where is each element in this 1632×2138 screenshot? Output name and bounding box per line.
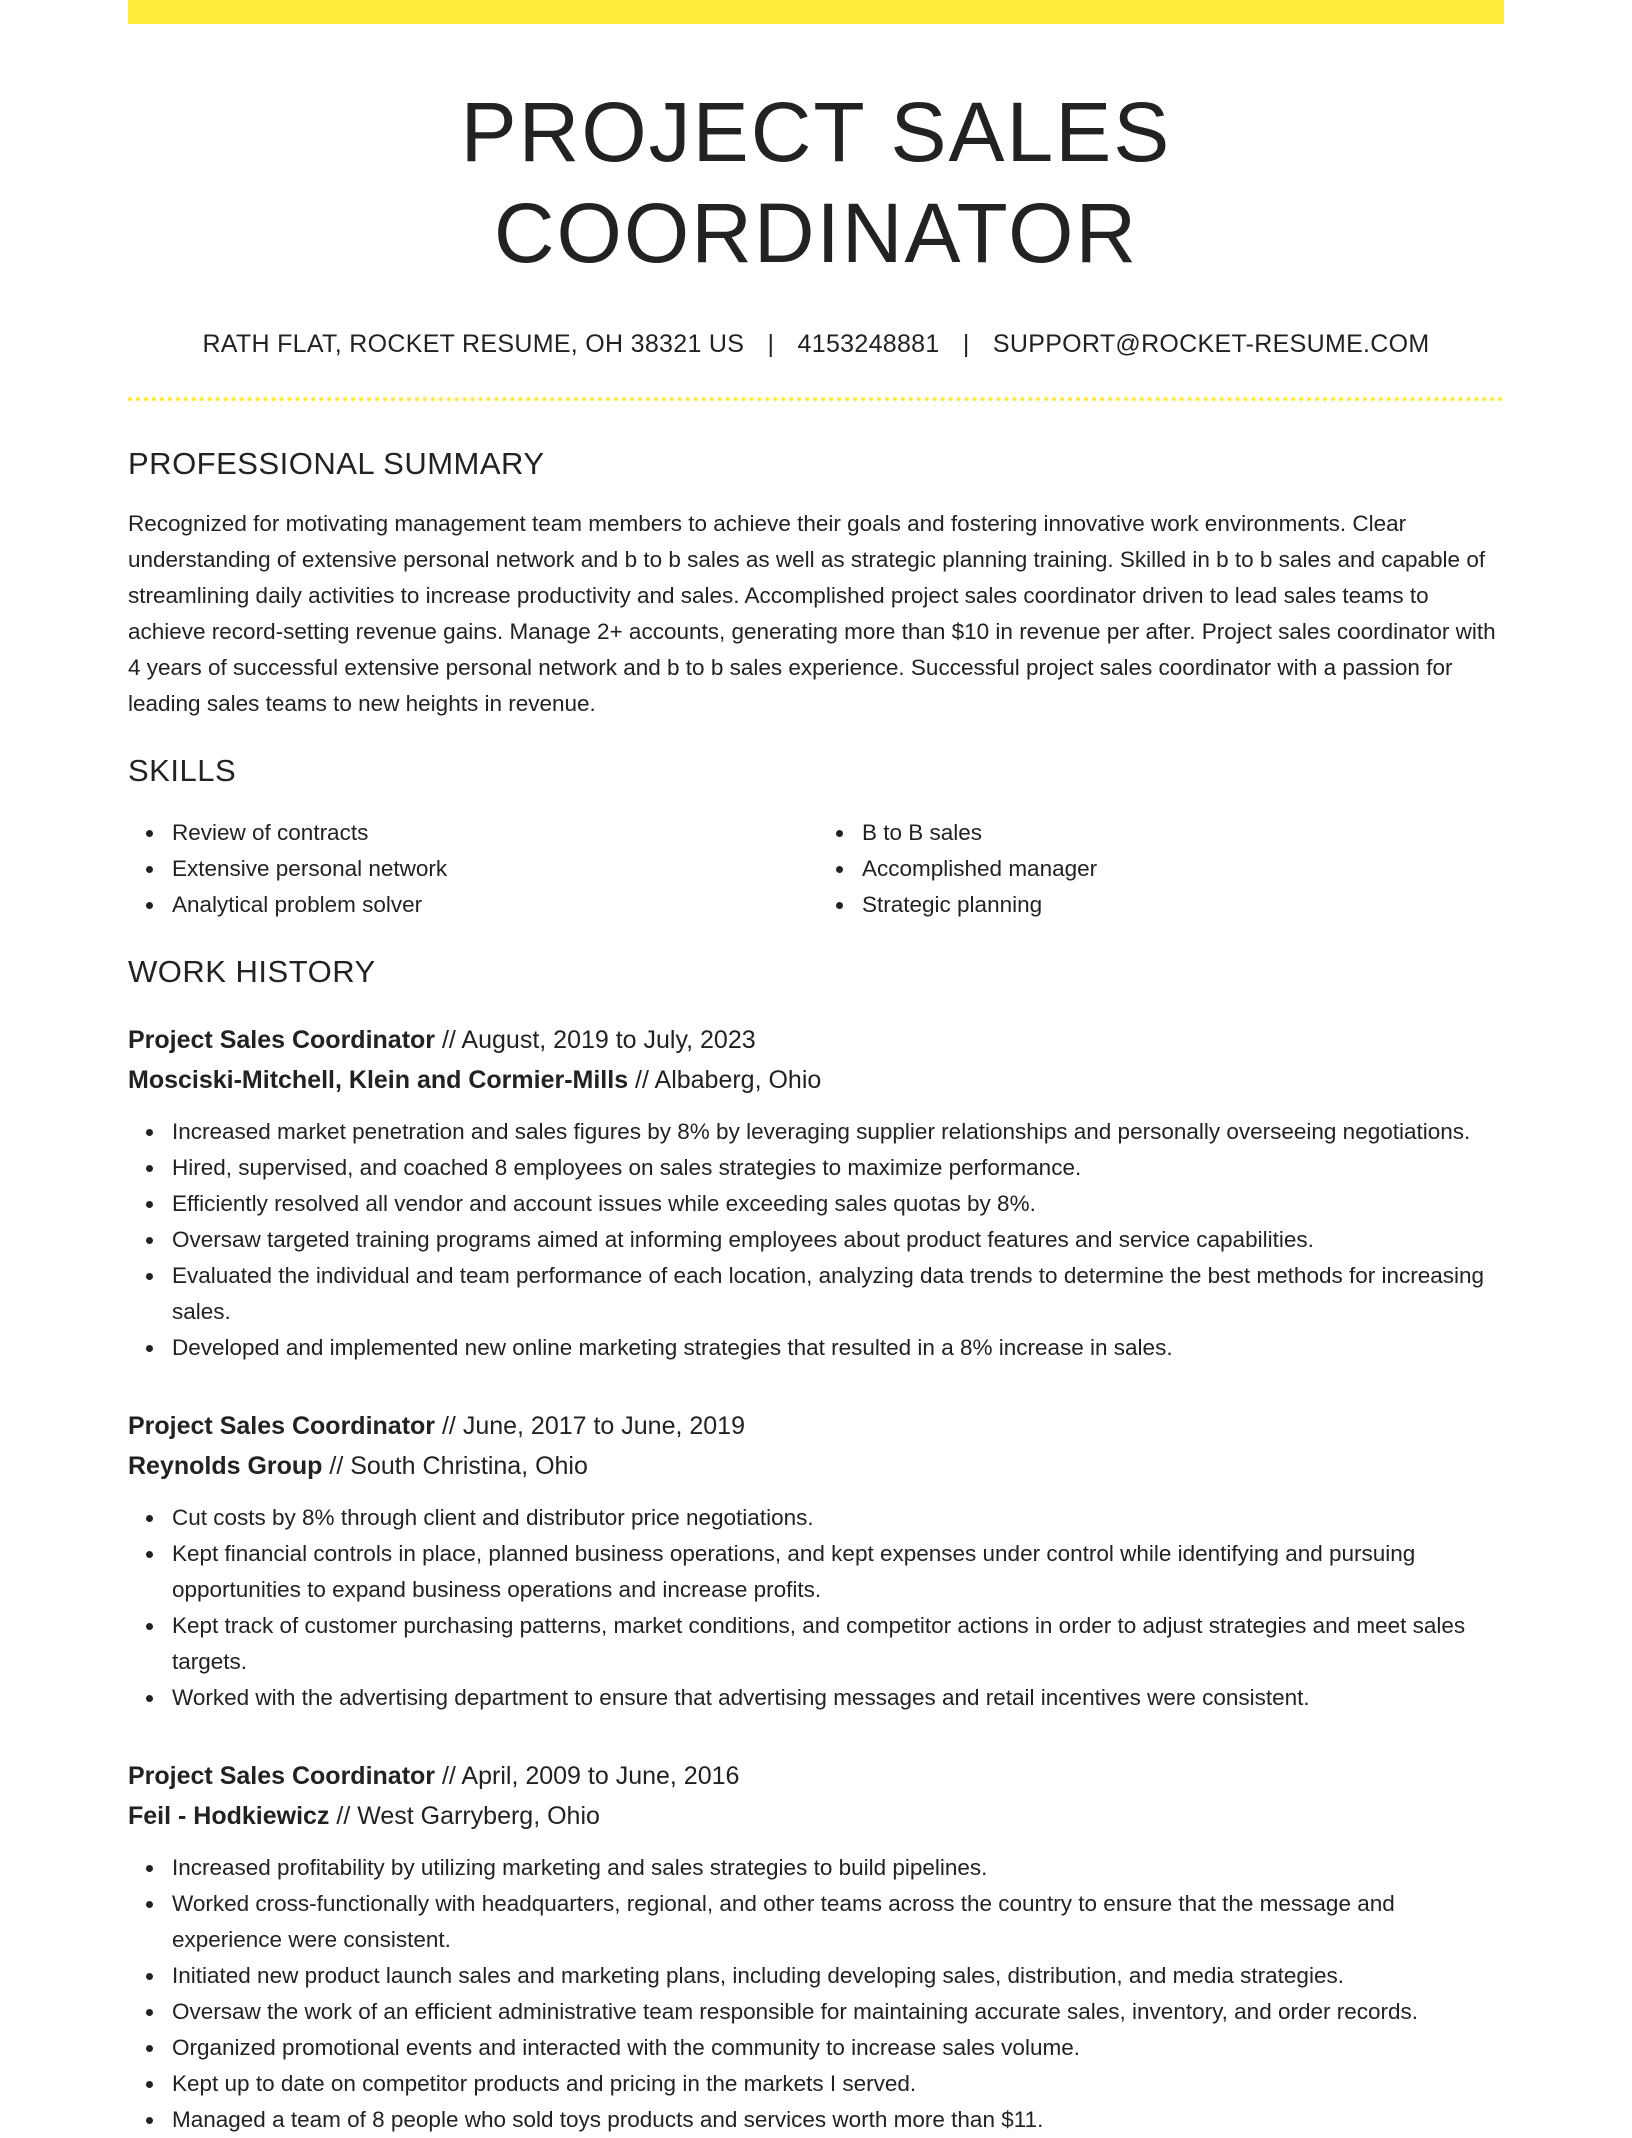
job-bullet: Initiated new product launch sales and marketing plans, including developing sales, distribution, and media strategies. xyxy=(172,1958,1504,1994)
job-location: // South Christina, Ohio xyxy=(322,1452,588,1481)
job-bullet: Organized promotional events and interacted with the community to increase sales volume. xyxy=(172,2030,1504,2066)
job-title: Project Sales Coordinator xyxy=(128,1412,436,1441)
job-company-line xyxy=(128,1446,1504,1486)
job-location: // Albaberg, Ohio xyxy=(628,1066,822,1095)
job-company-line xyxy=(128,1060,1504,1100)
job-company: Feil - Hodkiewicz xyxy=(128,1802,330,1831)
resume-title: PROJECT SALES COORDINATOR xyxy=(460,85,1172,280)
job-bullet: Evaluated the individual and team performance of each location, analyzing data trends to determine the best methods for increasing sales. xyxy=(172,1258,1504,1330)
job-bullet: Oversaw the work of an efficient administrative team responsible for maintaining accurate sales, inventory, and order records. xyxy=(172,1994,1504,2030)
job-bullet: Increased market penetration and sales figures by 8% by leveraging supplier relationships and personally overseeing negotiations. xyxy=(172,1114,1504,1150)
resume-page xyxy=(128,0,1504,2138)
accent-top-bar xyxy=(128,0,1504,24)
skill-item: Analytical problem solver xyxy=(172,887,816,923)
section-heading-skills: SKILLS xyxy=(128,752,237,788)
job-bullet: Kept up to date on competitor products and pricing in the markets I served. xyxy=(172,2066,1504,2102)
job-bullet: Hired, supervised, and coached 8 employees on sales strategies to maximize performance. xyxy=(172,1150,1504,1186)
job-bullets xyxy=(128,1500,1504,1716)
job-bullet: Developed and implemented new online marketing strategies that resulted in a 8% increase in sales. xyxy=(172,1330,1504,1366)
skill-item: Accomplished manager xyxy=(862,851,1504,887)
job-dates: // June, 2017 to June, 2019 xyxy=(435,1412,745,1441)
skills-list-left xyxy=(128,815,816,923)
job-bullets xyxy=(128,1850,1504,2138)
job-entry xyxy=(128,1406,1504,1716)
job-bullet: Increased profitability by utilizing marketing and sales strategies to build pipelines. xyxy=(172,1850,1504,1886)
contact-email: SUPPORT@ROCKET-RESUME.COM xyxy=(992,329,1430,358)
job-company: Reynolds Group xyxy=(128,1452,323,1481)
skill-item: Strategic planning xyxy=(862,887,1504,923)
job-bullet: Efficiently resolved all vendor and account issues while exceeding sales quotas by 8%. xyxy=(172,1186,1504,1222)
contact-phone: 4153248881 xyxy=(797,329,940,358)
job-dates: // August, 2019 to July, 2023 xyxy=(435,1026,756,1055)
job-title: Project Sales Coordinator xyxy=(128,1026,436,1055)
section-heading-summary: PROFESSIONAL SUMMARY xyxy=(128,445,545,481)
job-title-line xyxy=(128,1406,1504,1446)
contact-address: RATH FLAT, ROCKET RESUME, OH 38321 US xyxy=(202,329,745,358)
job-company-line xyxy=(128,1796,1504,1836)
job-bullet: Kept financial controls in place, planned business operations, and kept expenses under control while identifying and pursuing opportunities to expand business operations and increase profits. xyxy=(172,1536,1504,1608)
job-bullet: Oversaw targeted training programs aimed at informing employees about product features and service capabilities. xyxy=(172,1222,1504,1258)
skill-item: Review of contracts xyxy=(172,815,816,851)
job-entry xyxy=(128,1756,1504,2138)
job-bullet: Kept track of customer purchasing patterns, market conditions, and competitor actions in order to adjust strategies and meet sales targets. xyxy=(172,1608,1504,1680)
job-location: // West Garryberg, Ohio xyxy=(329,1802,600,1831)
job-bullet: Worked with the advertising department to ensure that advertising messages and retail incentives were consistent. xyxy=(172,1680,1504,1716)
skills-section xyxy=(128,752,1504,923)
job-bullet: Cut costs by 8% through client and distributor price negotiations. xyxy=(172,1500,1504,1536)
section-heading-work: WORK HISTORY xyxy=(128,953,376,989)
job-dates: // April, 2009 to June, 2016 xyxy=(435,1762,740,1791)
work-history-section xyxy=(128,953,1504,2138)
job-title-line xyxy=(128,1020,1504,1060)
job-bullets xyxy=(128,1114,1504,1366)
job-entry xyxy=(128,1020,1504,1366)
job-title: Project Sales Coordinator xyxy=(128,1762,436,1791)
skill-item: B to B sales xyxy=(862,815,1504,851)
professional-summary-section xyxy=(128,445,1504,722)
skills-grid xyxy=(128,815,1504,923)
contact-separator: | xyxy=(962,329,970,358)
skills-list-right xyxy=(816,815,1504,923)
contact-separator: | xyxy=(767,329,775,358)
job-bullet: Worked cross-functionally with headquarters, regional, and other teams across the country to ensure that the message and experience were consistent. xyxy=(172,1886,1504,1958)
skill-item: Extensive personal network xyxy=(172,851,816,887)
job-title-line xyxy=(128,1756,1504,1796)
job-company: Mosciski-Mitchell, Klein and Cormier-Mills xyxy=(128,1066,629,1095)
summary-text: Recognized for motivating management team members to achieve their goals and fostering innovative work environments. Clear understanding of extensive personal network and b to b sales as well as strategic planning training. Skilled in b to b sales and capable of streamlining daily activities to increase productivity and sales. Accomplished project sales coordinator driven to lead sales teams to achieve record-setting revenue gains. Manage 2+ accounts, generating more than $10 in revenue per after. Project sales coordinator with 4 years of successful extensive personal network and b to b sales experience. Successful project sales coordinator with a passion for leading sales teams to new heights in revenue. xyxy=(128,510,1496,716)
contact-line xyxy=(128,330,1504,359)
dotted-divider xyxy=(128,397,1504,401)
job-bullet: Managed a team of 8 people who sold toys products and services worth more than $11. xyxy=(172,2102,1504,2138)
